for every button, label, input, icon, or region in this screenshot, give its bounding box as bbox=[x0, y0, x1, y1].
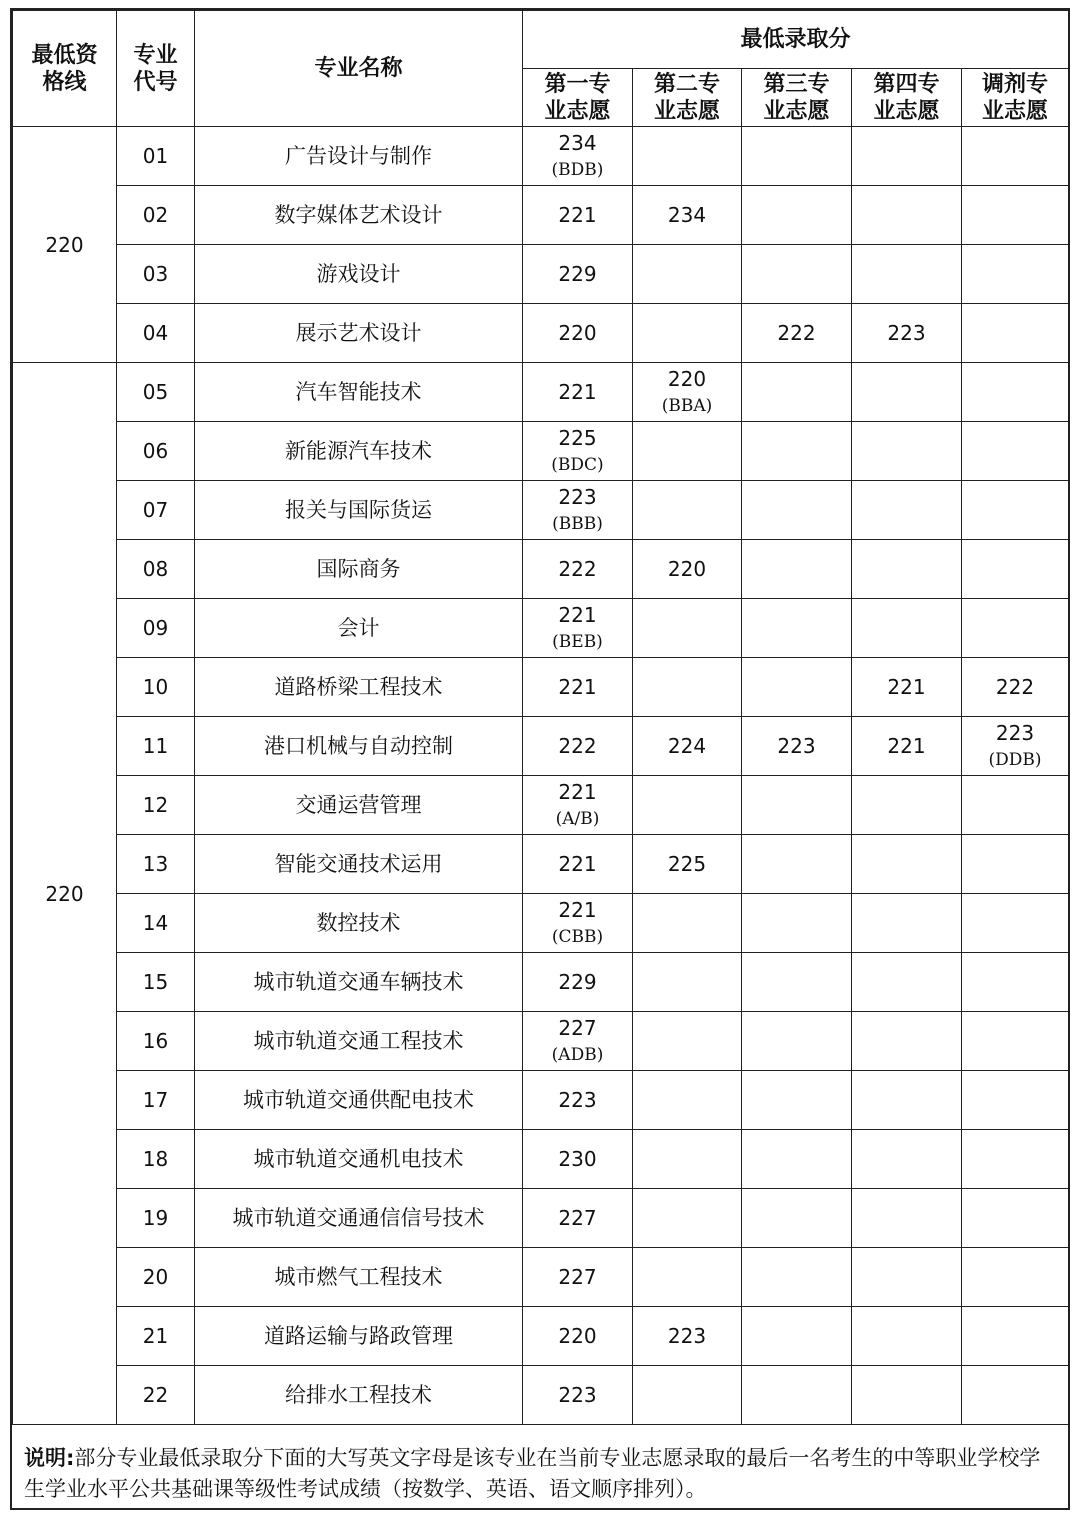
header-choice-5: 调剂专业志愿 bbox=[962, 69, 1069, 127]
score-cell-choice-1 bbox=[523, 186, 633, 245]
score-cell-choice-1 bbox=[523, 540, 633, 599]
score-cell-choice-3 bbox=[742, 894, 852, 953]
score-cell-choice-2 bbox=[633, 599, 742, 658]
score-cell-choice-1 bbox=[523, 1130, 633, 1189]
score-value: 221 bbox=[558, 602, 597, 627]
major-code-cell: 19 bbox=[117, 1189, 195, 1248]
score-cell-choice-4 bbox=[852, 422, 962, 481]
table-row bbox=[13, 835, 1069, 894]
score-cell-choice-4 bbox=[852, 540, 962, 599]
score-cell-choice-4 bbox=[852, 599, 962, 658]
score-cell-choice-3 bbox=[742, 835, 852, 894]
score-cell-choice-5 bbox=[962, 1012, 1069, 1071]
score-value: 221 bbox=[558, 852, 597, 876]
score-cell-choice-3 bbox=[742, 658, 852, 717]
grade-letters: (BBA) bbox=[661, 395, 713, 416]
score-value: 223 bbox=[558, 1088, 597, 1112]
header-min-score: 最低录取分 bbox=[523, 11, 1069, 69]
major-name-cell: 城市轨道交通车辆技术 bbox=[195, 953, 523, 1012]
table-row bbox=[13, 540, 1069, 599]
score-cell-choice-2 bbox=[633, 540, 742, 599]
score-cell-choice-2 bbox=[633, 835, 742, 894]
admission-score-table bbox=[12, 10, 1069, 1425]
score-cell-choice-5 bbox=[962, 481, 1069, 540]
grade-letters: (ADB) bbox=[551, 1044, 604, 1065]
score-cell-choice-2 bbox=[633, 1189, 742, 1248]
table-row bbox=[13, 245, 1069, 304]
score-cell-choice-3 bbox=[742, 1248, 852, 1307]
score-cell-choice-1 bbox=[523, 1248, 633, 1307]
score-cell-choice-2 bbox=[633, 1307, 742, 1366]
major-name-cell: 城市燃气工程技术 bbox=[195, 1248, 523, 1307]
major-name-cell: 国际商务 bbox=[195, 540, 523, 599]
score-value: 227 bbox=[558, 1015, 597, 1040]
major-code-cell: 09 bbox=[117, 599, 195, 658]
header-min-line: 最低资格线 bbox=[13, 11, 117, 127]
major-name-cell: 交通运营管理 bbox=[195, 776, 523, 835]
score-cell-choice-3 bbox=[742, 599, 852, 658]
score-cell-choice-4 bbox=[852, 1248, 962, 1307]
score-cell-choice-2 bbox=[633, 127, 742, 186]
score-cell-choice-4 bbox=[852, 1012, 962, 1071]
score-cell-choice-4 bbox=[852, 776, 962, 835]
table-row bbox=[13, 599, 1069, 658]
score-cell-choice-1 bbox=[523, 1307, 633, 1366]
score-value: 220 bbox=[667, 557, 707, 581]
score-value: 229 bbox=[558, 970, 597, 994]
score-cell-choice-1 bbox=[523, 422, 633, 481]
score-value: 225 bbox=[667, 852, 707, 876]
table-row bbox=[13, 481, 1069, 540]
table-row bbox=[13, 776, 1069, 835]
header-choice-2: 第二专业志愿 bbox=[633, 69, 742, 127]
score-cell-choice-3 bbox=[742, 363, 852, 422]
major-code-cell: 06 bbox=[117, 422, 195, 481]
score-cell-choice-3 bbox=[742, 1307, 852, 1366]
table-row bbox=[13, 1248, 1069, 1307]
major-name-cell: 城市轨道交通通信信号技术 bbox=[195, 1189, 523, 1248]
score-cell-choice-5 bbox=[962, 776, 1069, 835]
score-cell-choice-5 bbox=[962, 127, 1069, 186]
score-value: 221 bbox=[558, 779, 597, 804]
score-cell-choice-2 bbox=[633, 363, 742, 422]
score-cell-choice-3 bbox=[742, 1189, 852, 1248]
score-value: 222 bbox=[558, 557, 597, 581]
score-cell-choice-3 bbox=[742, 540, 852, 599]
score-cell-choice-5 bbox=[962, 422, 1069, 481]
major-name-cell: 城市轨道交通工程技术 bbox=[195, 1012, 523, 1071]
score-cell-choice-2 bbox=[633, 186, 742, 245]
major-code-cell: 20 bbox=[117, 1248, 195, 1307]
score-value: 222 bbox=[777, 321, 816, 345]
score-cell-choice-4 bbox=[852, 835, 962, 894]
score-cell-choice-2 bbox=[633, 1130, 742, 1189]
header-choice-1: 第一专业志愿 bbox=[523, 69, 633, 127]
score-cell-choice-2 bbox=[633, 717, 742, 776]
score-cell-choice-3 bbox=[742, 1012, 852, 1071]
score-cell-choice-2 bbox=[633, 894, 742, 953]
score-cell-choice-2 bbox=[633, 1012, 742, 1071]
score-value: 221 bbox=[558, 675, 597, 699]
major-code-cell: 11 bbox=[117, 717, 195, 776]
major-code-cell: 05 bbox=[117, 363, 195, 422]
table-row bbox=[13, 658, 1069, 717]
major-name-cell: 广告设计与制作 bbox=[195, 127, 523, 186]
score-cell-choice-5 bbox=[962, 717, 1069, 776]
score-cell-choice-3 bbox=[742, 1071, 852, 1130]
score-cell-choice-5 bbox=[962, 245, 1069, 304]
score-cell-choice-2 bbox=[633, 1071, 742, 1130]
header-name: 专业名称 bbox=[195, 11, 523, 127]
footnote-label: 说明: bbox=[24, 1446, 75, 1470]
score-cell-choice-2 bbox=[633, 481, 742, 540]
score-cell-choice-5 bbox=[962, 1071, 1069, 1130]
score-cell-choice-3 bbox=[742, 953, 852, 1012]
score-value: 221 bbox=[887, 675, 926, 699]
grade-letters: (DDB) bbox=[988, 749, 1042, 770]
score-cell-choice-2 bbox=[633, 658, 742, 717]
major-name-cell: 道路桥梁工程技术 bbox=[195, 658, 523, 717]
score-cell-choice-1 bbox=[523, 1366, 633, 1425]
score-cell-choice-4 bbox=[852, 245, 962, 304]
score-cell-choice-1 bbox=[523, 835, 633, 894]
major-name-cell: 数字媒体艺术设计 bbox=[195, 186, 523, 245]
score-value: 221 bbox=[887, 734, 926, 758]
score-cell-choice-4 bbox=[852, 953, 962, 1012]
score-cell-choice-4 bbox=[852, 1307, 962, 1366]
score-cell-choice-1 bbox=[523, 245, 633, 304]
grade-letters: (BDC) bbox=[551, 454, 604, 475]
score-value: 222 bbox=[558, 734, 597, 758]
score-cell-choice-1 bbox=[523, 127, 633, 186]
major-code-cell: 08 bbox=[117, 540, 195, 599]
table-row bbox=[13, 894, 1069, 953]
score-cell-choice-4 bbox=[852, 894, 962, 953]
major-name-cell: 城市轨道交通供配电技术 bbox=[195, 1071, 523, 1130]
header-choice-3: 第三专业志愿 bbox=[742, 69, 852, 127]
major-code-cell: 03 bbox=[117, 245, 195, 304]
table-row bbox=[13, 422, 1069, 481]
table-row bbox=[13, 1130, 1069, 1189]
score-cell-choice-4 bbox=[852, 717, 962, 776]
footnote bbox=[12, 1438, 1068, 1510]
major-code-cell: 21 bbox=[117, 1307, 195, 1366]
table-row bbox=[13, 1366, 1069, 1425]
score-cell-choice-3 bbox=[742, 304, 852, 363]
major-code-cell: 01 bbox=[117, 127, 195, 186]
score-cell-choice-5 bbox=[962, 1366, 1069, 1425]
score-value: 221 bbox=[558, 203, 597, 227]
major-name-cell: 城市轨道交通机电技术 bbox=[195, 1130, 523, 1189]
score-cell-choice-5 bbox=[962, 186, 1069, 245]
score-cell-choice-1 bbox=[523, 599, 633, 658]
grade-letters: (BEB) bbox=[552, 631, 603, 652]
major-name-cell: 新能源汽车技术 bbox=[195, 422, 523, 481]
table-body bbox=[13, 127, 1069, 1425]
score-cell-choice-5 bbox=[962, 304, 1069, 363]
score-cell-choice-5 bbox=[962, 835, 1069, 894]
major-name-cell: 给排水工程技术 bbox=[195, 1366, 523, 1425]
score-cell-choice-3 bbox=[742, 422, 852, 481]
score-cell-choice-5 bbox=[962, 1189, 1069, 1248]
score-value: 229 bbox=[558, 262, 597, 286]
score-cell-choice-4 bbox=[852, 1366, 962, 1425]
grade-letters: (CBB) bbox=[551, 926, 604, 947]
footnote-text: 部分专业最低录取分下面的大写英文字母是该专业在当前专业志愿录取的最后一名考生的中等职业学校学生学业水平公共基础课等级性考试成绩（按数学、英语、语文顺序排列）。 bbox=[24, 1446, 1041, 1501]
major-code-cell: 04 bbox=[117, 304, 195, 363]
major-code-cell: 15 bbox=[117, 953, 195, 1012]
table-row bbox=[13, 1189, 1069, 1248]
score-value: 225 bbox=[558, 425, 597, 450]
major-code-cell: 16 bbox=[117, 1012, 195, 1071]
score-cell-choice-4 bbox=[852, 186, 962, 245]
score-cell-choice-4 bbox=[852, 1189, 962, 1248]
grade-letters: (BDB) bbox=[551, 159, 604, 180]
score-cell-choice-1 bbox=[523, 894, 633, 953]
score-value: 220 bbox=[558, 321, 597, 345]
score-cell-choice-5 bbox=[962, 658, 1069, 717]
score-cell-choice-3 bbox=[742, 127, 852, 186]
score-cell-choice-3 bbox=[742, 1130, 852, 1189]
score-value: 234 bbox=[667, 203, 707, 227]
score-cell-choice-1 bbox=[523, 776, 633, 835]
score-value: 223 bbox=[558, 484, 597, 509]
major-name-cell: 汽车智能技术 bbox=[195, 363, 523, 422]
score-cell-choice-4 bbox=[852, 127, 962, 186]
score-value: 223 bbox=[995, 720, 1035, 745]
score-cell-choice-4 bbox=[852, 658, 962, 717]
score-cell-choice-1 bbox=[523, 1012, 633, 1071]
score-value: 227 bbox=[558, 1265, 597, 1289]
score-value: 234 bbox=[558, 130, 597, 155]
major-name-cell: 港口机械与自动控制 bbox=[195, 717, 523, 776]
table-row bbox=[13, 1307, 1069, 1366]
header-choice-4: 第四专业志愿 bbox=[852, 69, 962, 127]
score-cell-choice-5 bbox=[962, 1248, 1069, 1307]
score-value: 223 bbox=[777, 734, 816, 758]
major-code-cell: 22 bbox=[117, 1366, 195, 1425]
score-cell-choice-2 bbox=[633, 304, 742, 363]
major-name-cell: 展示艺术设计 bbox=[195, 304, 523, 363]
score-cell-choice-4 bbox=[852, 304, 962, 363]
score-cell-choice-5 bbox=[962, 363, 1069, 422]
score-cell-choice-5 bbox=[962, 599, 1069, 658]
score-cell-choice-5 bbox=[962, 1307, 1069, 1366]
major-name-cell: 数控技术 bbox=[195, 894, 523, 953]
score-value: 221 bbox=[558, 380, 597, 404]
score-value: 224 bbox=[667, 734, 707, 758]
major-name-cell: 报关与国际货运 bbox=[195, 481, 523, 540]
score-cell-choice-3 bbox=[742, 481, 852, 540]
table-row bbox=[13, 127, 1069, 186]
table-row bbox=[13, 1071, 1069, 1130]
score-cell-choice-3 bbox=[742, 717, 852, 776]
score-cell-choice-4 bbox=[852, 363, 962, 422]
score-cell-choice-3 bbox=[742, 245, 852, 304]
score-cell-choice-3 bbox=[742, 776, 852, 835]
score-cell-choice-1 bbox=[523, 363, 633, 422]
major-name-cell: 道路运输与路政管理 bbox=[195, 1307, 523, 1366]
major-code-cell: 17 bbox=[117, 1071, 195, 1130]
score-cell-choice-5 bbox=[962, 953, 1069, 1012]
score-value: 221 bbox=[558, 897, 597, 922]
score-cell-choice-4 bbox=[852, 1130, 962, 1189]
score-value: 220 bbox=[558, 1324, 597, 1348]
admission-score-table-frame bbox=[10, 8, 1070, 1510]
score-cell-choice-1 bbox=[523, 1071, 633, 1130]
score-cell-choice-2 bbox=[633, 776, 742, 835]
table-row bbox=[13, 304, 1069, 363]
major-code-cell: 12 bbox=[117, 776, 195, 835]
table-row bbox=[13, 363, 1069, 422]
score-cell-choice-1 bbox=[523, 304, 633, 363]
major-code-cell: 10 bbox=[117, 658, 195, 717]
score-cell-choice-5 bbox=[962, 1130, 1069, 1189]
score-value: 223 bbox=[558, 1383, 597, 1407]
score-cell-choice-2 bbox=[633, 422, 742, 481]
table-row bbox=[13, 717, 1069, 776]
score-cell-choice-2 bbox=[633, 1248, 742, 1307]
table-row bbox=[13, 1012, 1069, 1071]
table-row bbox=[13, 186, 1069, 245]
major-name-cell: 智能交通技术运用 bbox=[195, 835, 523, 894]
grade-letters: (A/B) bbox=[555, 808, 600, 829]
major-code-cell: 02 bbox=[117, 186, 195, 245]
major-code-cell: 07 bbox=[117, 481, 195, 540]
score-cell-choice-4 bbox=[852, 1071, 962, 1130]
score-value: 223 bbox=[667, 1324, 707, 1348]
major-code-cell: 18 bbox=[117, 1130, 195, 1189]
min-line-cell: 220 bbox=[13, 363, 117, 1425]
score-cell-choice-3 bbox=[742, 186, 852, 245]
score-value: 220 bbox=[667, 366, 707, 391]
score-cell-choice-1 bbox=[523, 481, 633, 540]
major-code-cell: 14 bbox=[117, 894, 195, 953]
score-cell-choice-2 bbox=[633, 1366, 742, 1425]
score-cell-choice-1 bbox=[523, 1189, 633, 1248]
score-cell-choice-1 bbox=[523, 658, 633, 717]
score-value: 223 bbox=[887, 321, 926, 345]
min-line-cell: 220 bbox=[13, 127, 117, 363]
grade-letters: (BBB) bbox=[552, 513, 603, 534]
score-cell-choice-3 bbox=[742, 1366, 852, 1425]
score-value: 230 bbox=[558, 1147, 597, 1171]
score-cell-choice-1 bbox=[523, 953, 633, 1012]
score-cell-choice-4 bbox=[852, 481, 962, 540]
score-cell-choice-1 bbox=[523, 717, 633, 776]
table-row bbox=[13, 953, 1069, 1012]
major-name-cell: 游戏设计 bbox=[195, 245, 523, 304]
score-cell-choice-2 bbox=[633, 953, 742, 1012]
header-code: 专业代号 bbox=[117, 11, 195, 127]
major-name-cell: 会计 bbox=[195, 599, 523, 658]
score-cell-choice-5 bbox=[962, 540, 1069, 599]
score-cell-choice-2 bbox=[633, 245, 742, 304]
score-value: 227 bbox=[558, 1206, 597, 1230]
score-value: 222 bbox=[995, 675, 1035, 699]
major-code-cell: 13 bbox=[117, 835, 195, 894]
score-cell-choice-5 bbox=[962, 894, 1069, 953]
